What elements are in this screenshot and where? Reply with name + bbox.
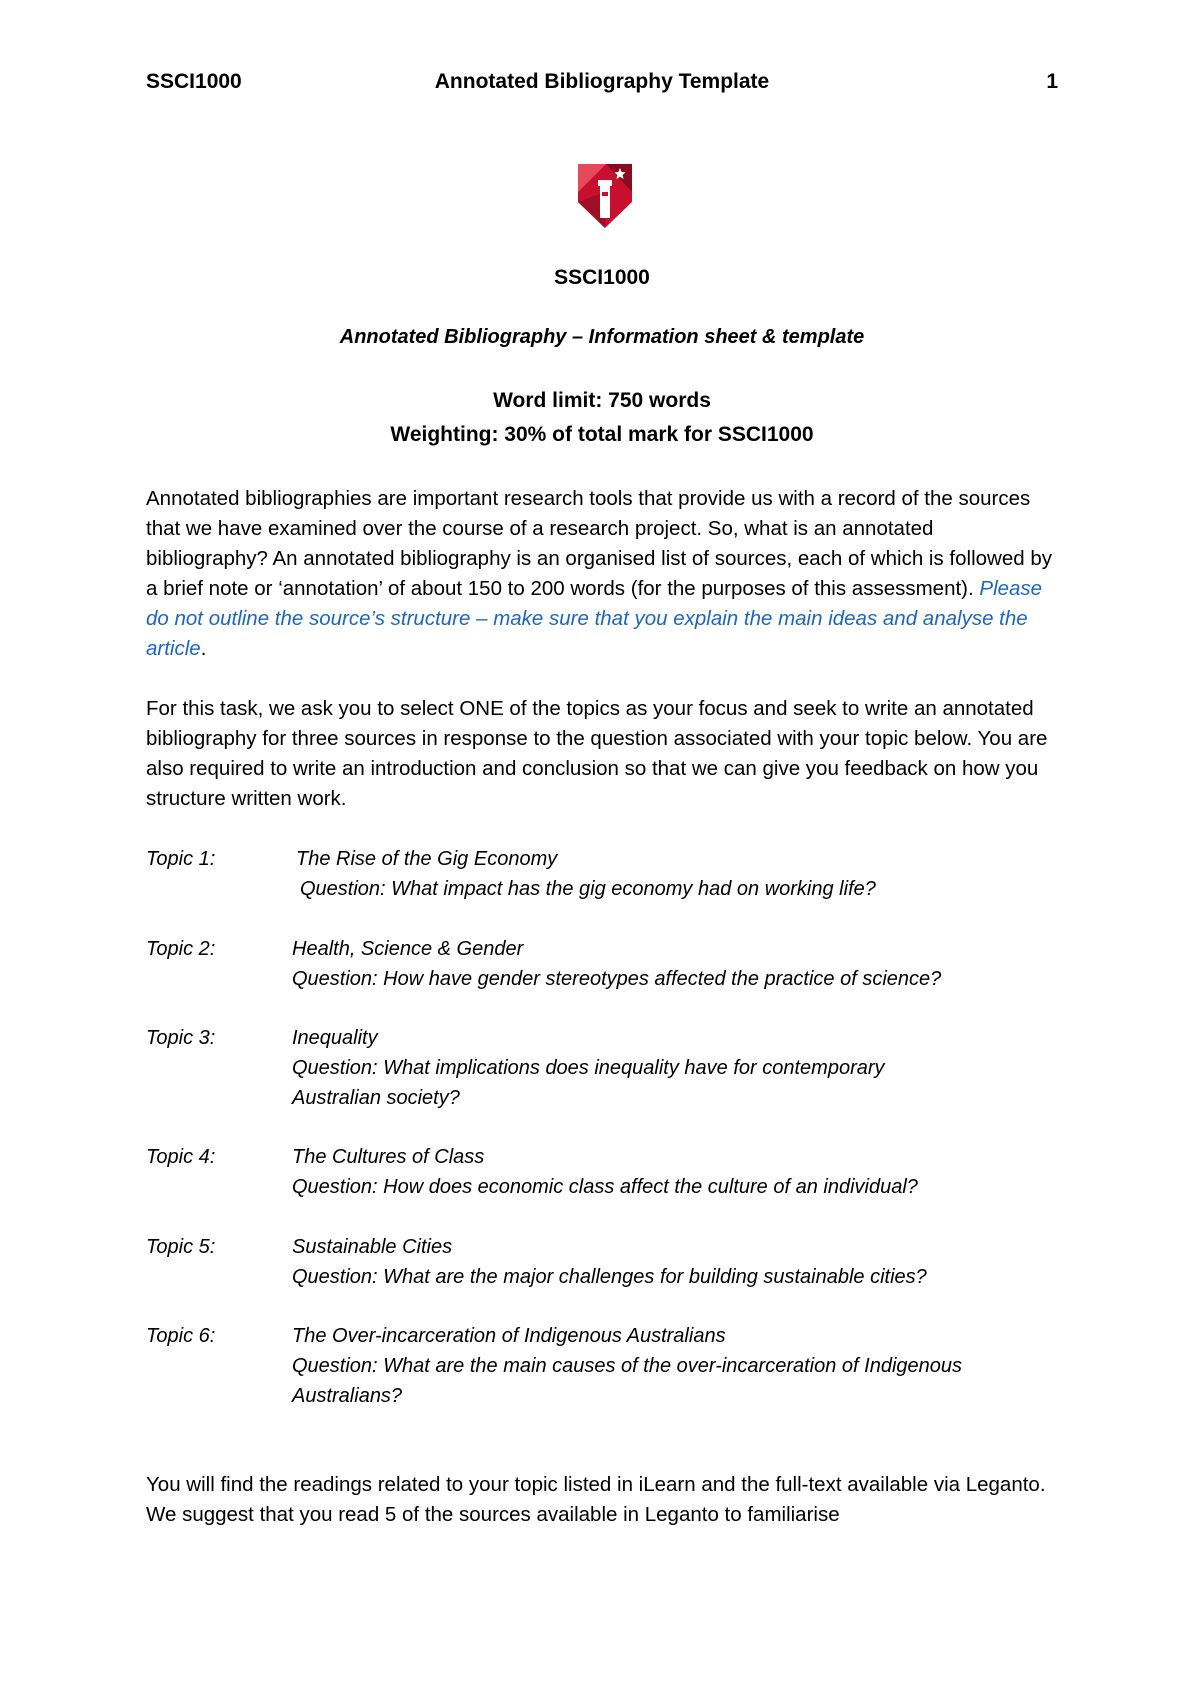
header-course-code: SSCI1000 xyxy=(146,70,242,93)
topic-title: Health, Science & Gender xyxy=(292,938,524,960)
assessment-details xyxy=(146,384,1058,452)
topic-title: Inequality xyxy=(292,1027,378,1049)
topic-title: The Rise of the Gig Economy xyxy=(296,848,558,870)
topic-question: Question: What impact has the gig economy had on working life? xyxy=(300,878,876,900)
intro-text: Annotated bibliographies are important research tools that provide us with a record of the sources that we have examined over the course of a research project. So, what is an annotated bibliography? An annotated bibliography is an organised list of sources, each of which is followed by a brief note or ‘annotation’ of about 150 to 200 words (for the purposes of this assessment). xyxy=(146,487,1052,600)
topic-label: Topic 4: xyxy=(146,1146,216,1168)
word-limit: Word limit: 750 words xyxy=(493,389,711,412)
intro-emphasis-note: Please do not outline the source’s structure – make sure that you explain the main ideas and analyse the article xyxy=(146,577,1043,660)
topic-label: Topic 3: xyxy=(146,1027,216,1049)
topic-label: Topic 2: xyxy=(146,938,216,960)
intro-end: . xyxy=(200,637,207,660)
topic-title: The Over-incarceration of Indigenous Australians xyxy=(292,1325,726,1347)
topic-label: Topic 5: xyxy=(146,1236,216,1258)
header-document-title: Annotated Bibliography Template xyxy=(434,70,770,93)
topic-question: Question: What are the main causes of the over-incarceration of Indigenous Australians? xyxy=(292,1355,963,1407)
topic-question: Question: How have gender stereotypes affected the practice of science? xyxy=(292,968,942,990)
topic-question: Question: How does economic class affect the culture of an individual? xyxy=(292,1176,918,1198)
topic-question: Question: What are the major challenges for building sustainable cities? xyxy=(292,1266,927,1288)
topic-title: The Cultures of Class xyxy=(292,1146,485,1168)
topic-label: Topic 1: xyxy=(146,848,216,870)
topic-label: Topic 6: xyxy=(146,1325,216,1347)
closing-paragraph: You will find the readings related to your topic listed in iLearn and the full-text available via Leganto. We suggest that you read 5 of the sources available in Leganto to familiarise xyxy=(146,1473,1046,1526)
document-subtitle: Annotated Bibliography – Information sheet & template xyxy=(339,326,865,348)
topic-question: Question: What implications does inequality have for contemporary Australian society? xyxy=(292,1057,885,1109)
intro-paragraph xyxy=(146,484,1056,664)
weighting: Weighting: 30% of total mark for SSCI1000 xyxy=(390,423,814,446)
university-shield-logo xyxy=(576,162,634,230)
header-page-number: 1 xyxy=(1046,70,1058,93)
page-header xyxy=(146,70,1058,104)
course-title: SSCI1000 xyxy=(554,266,650,289)
topic-title: Sustainable Cities xyxy=(292,1236,453,1258)
task-paragraph: For this task, we ask you to select ONE of the topics as your focus and seek to write an annotated bibliography for three sources in response to the question associated with your topic below. You are also required to write an introduction and conclusion so that we can give you feedback on how you structure written work. xyxy=(146,697,1048,810)
